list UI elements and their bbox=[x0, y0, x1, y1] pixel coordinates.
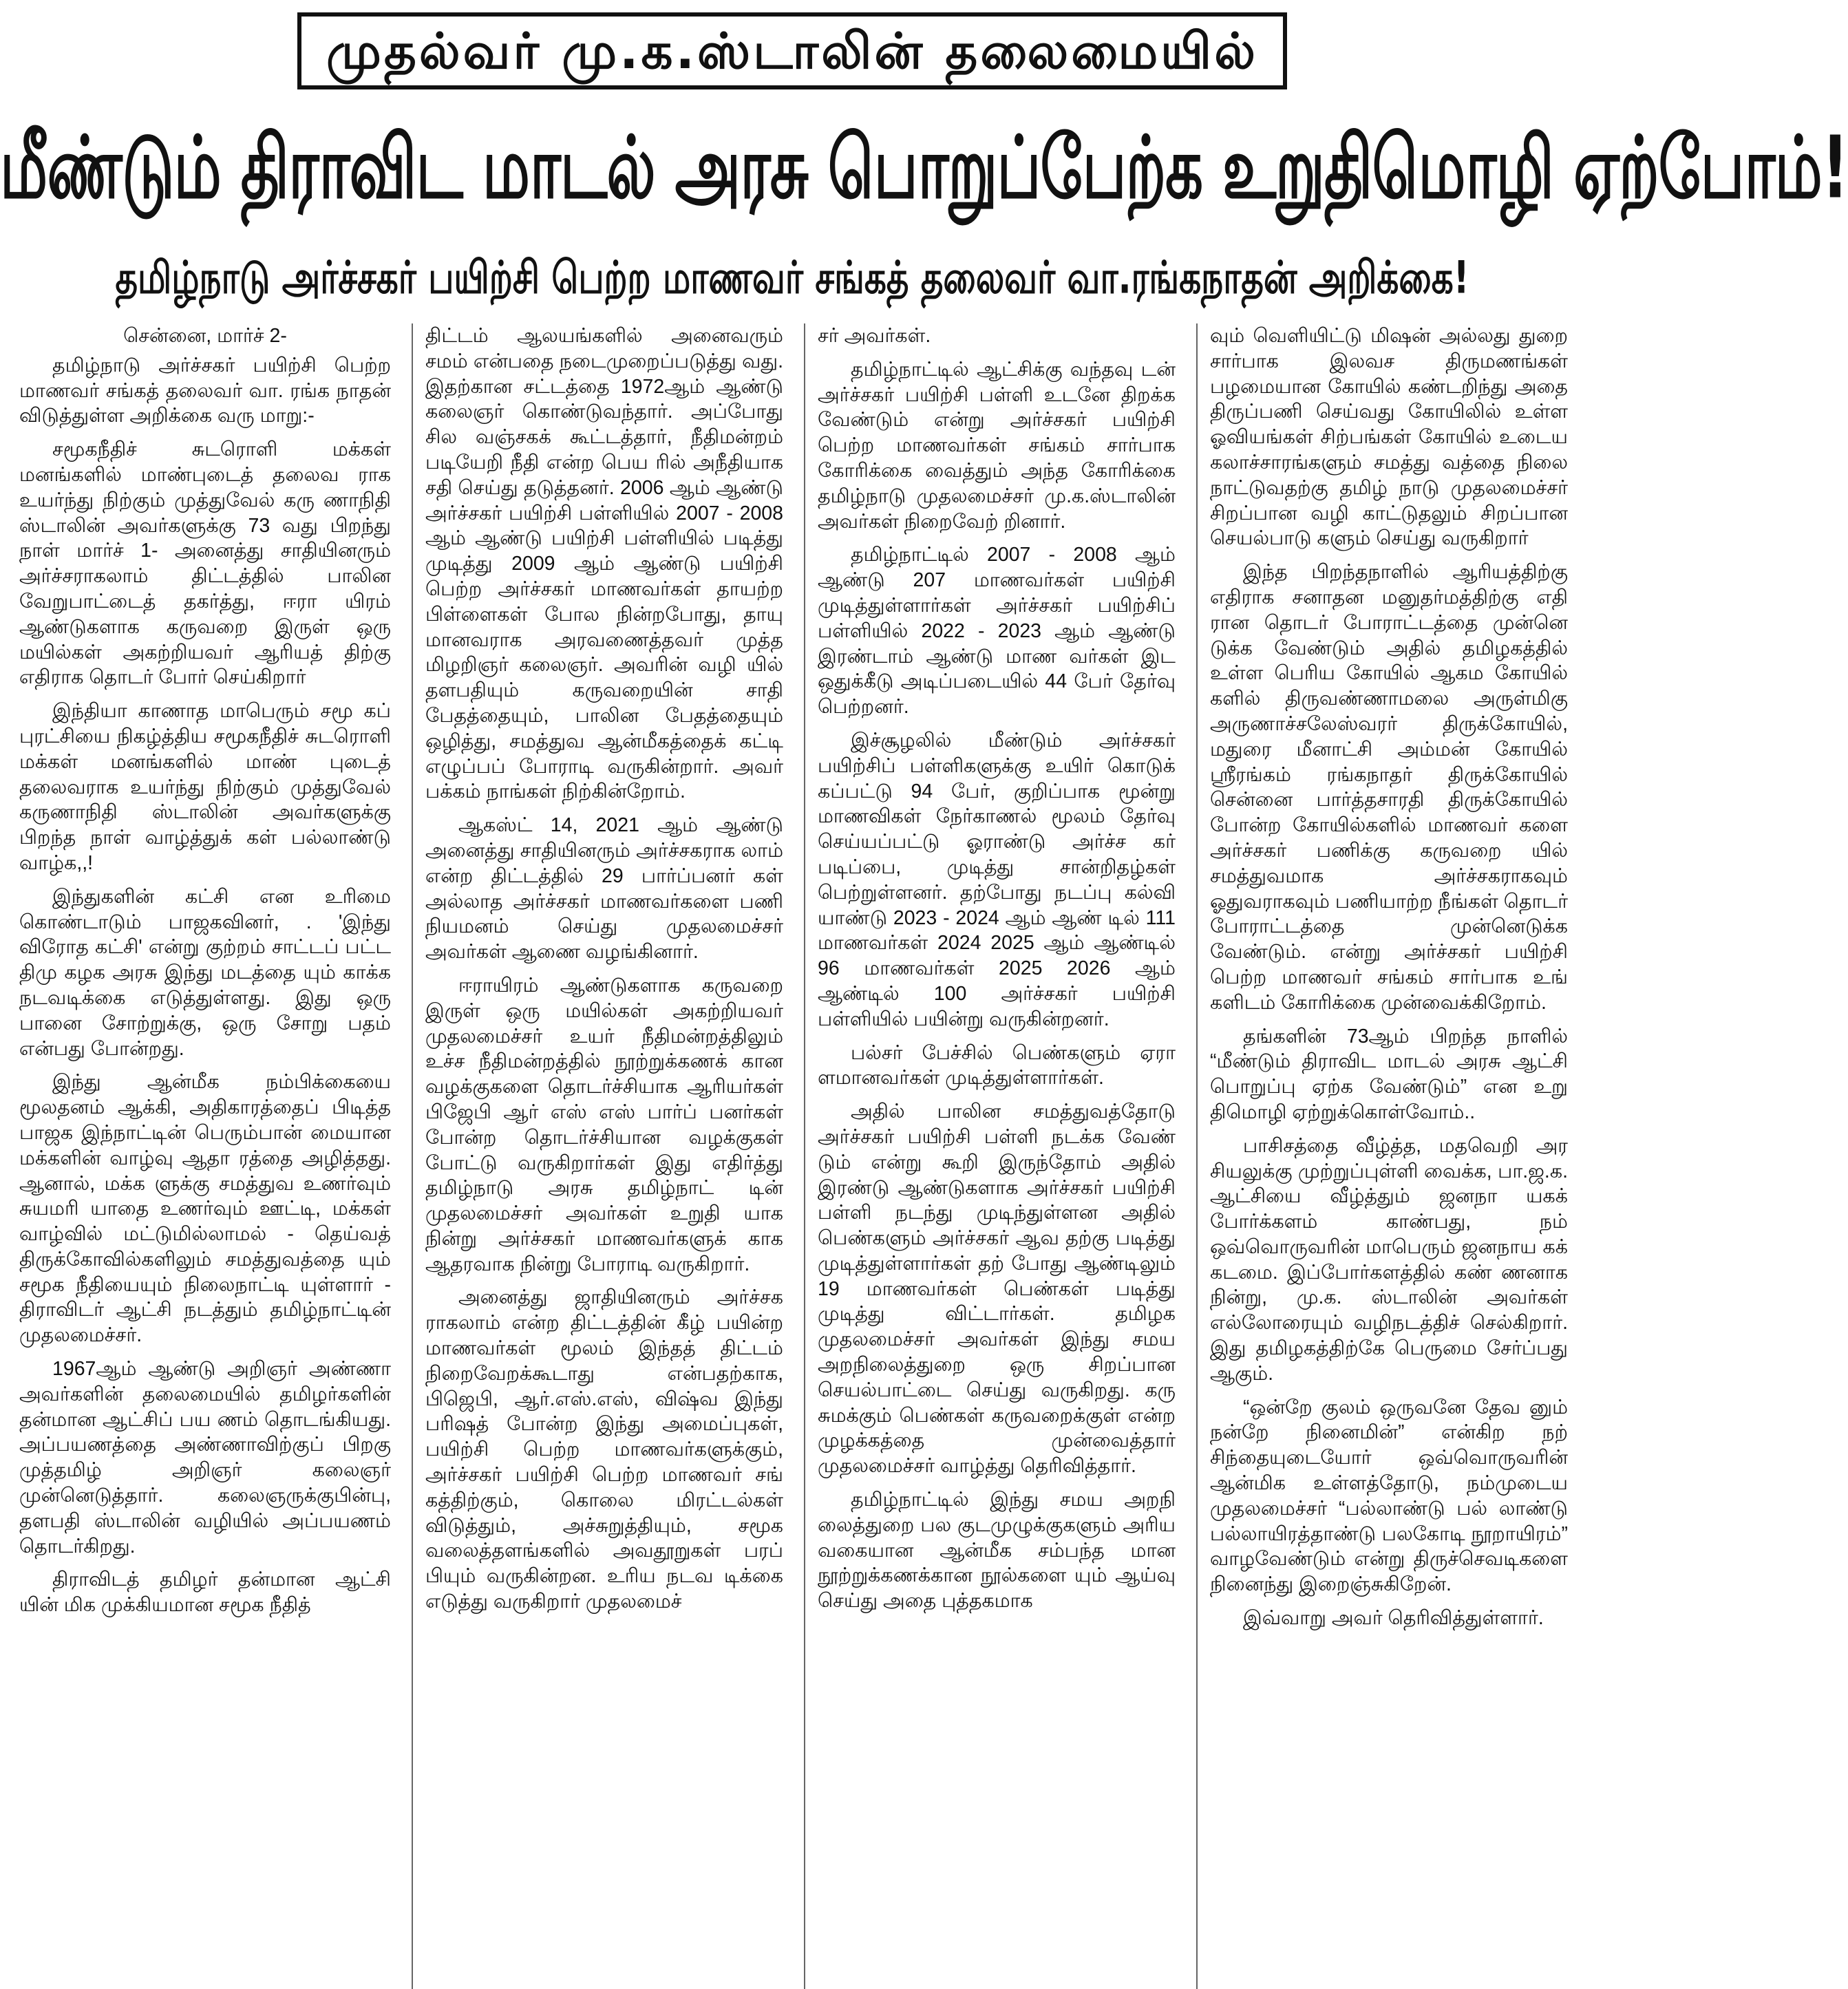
paragraph: அனைத்து ஜாதியினரும் அர்ச்சக ராகலாம் என்ற திட்டத்தின் கீழ் பயின்ற மாணவர்கள் மூலம் இந்தத் திட்டம் நிறைவேறக்கூடாது என்பதற்காக, பிஜெபி, ஆர்.எஸ்.எஸ், விஷ்வ இந்து பரிஷத் போன்ற இந்து அமைப்புகள், பயிற்சி பெற்ற மாணவர்களுக்கும், அர்ச்சகர் பயிற்சி பெற்ற மாணவர் சங் கத்திற்கும், கொலை மிரட்டல்கள் விடுத்தும், அச்சுறுத்தியும், சமூக வலைத்தளங்களில் அவதூறுகள் பரப் பியும் வருகின்றன. உரிய நடவ டிக்கை எடுத்து வருகிறார் முதலமைச் bbox=[425, 1286, 783, 1613]
headline: மீண்டும் திராவிட மாடல் அரசு பொறுப்பேற்க உறுதிமொழி ஏற்போம்! bbox=[0, 118, 1848, 218]
paragraph: பாசிசத்தை வீழ்த்த, மதவெறி அர சியலுக்கு முற்றுப்புள்ளி வைக்க, பா.ஜ.க. ஆட்சியை வீழ்த்தும் ஜனநா யகக் போர்க்களம் காண்பது, நம் ஒவ்வொருவரின் மாபெரும் ஜனநாய கக் கடமை. இப்போர்களத்தில் கண் ணனாக நின்று, மு.க. ஸ்டாலின் அவர்கள் எல்லோரையும் வழிநடத்திச் செல்கிறார். இது தமிழகத்திற்கே பெருமை சேர்ப்பது ஆகும். bbox=[1210, 1134, 1568, 1385]
kicker-text: முதல்வர் மு.க.ஸ்டாலின் தலைமையில் bbox=[297, 12, 1287, 89]
paragraph: தங்களின் 73ஆம் பிறந்த நாளில் “மீண்டும் திராவிட மாடல் அரசு ஆட்சி பொறுப்பு ஏற்க வேண்டும்” என உறு திமொழி ஏற்றுக்கொள்வோம்.. bbox=[1210, 1025, 1568, 1123]
article-column-2 bbox=[412, 323, 783, 1989]
article-body bbox=[19, 323, 1568, 1989]
paragraph: பல்சர் பேச்சில் பெண்களும் ஏரா ளமானவர்கள் முடித்துள்ளார்கள். bbox=[818, 1041, 1176, 1089]
paragraph: தமிழ்நாட்டில் 2007 - 2008 ஆம் ஆண்டு 207 மாணவர்கள் பயிற்சி முடித்துள்ளார்கள் அர்ச்சகர் பயிற்சிப் பள்ளியில் 2022 - 2023 ஆம் ஆண்டு இரண்டாம் ஆண்டு மாண வர்கள் இட ஒதுக்கீடு அடிப்படையில் 44 பேர் தேர்வு பெற்றனர். bbox=[818, 544, 1176, 719]
paragraph: இச்சூழலில் மீண்டும் அர்ச்சகர் பயிற்சிப் பள்ளிகளுக்கு உயிர் கொடுக் கப்பட்டு 94 பேர், குறிப்பாக மூன்று மாணவிகள் நேர்காணல் மூலம் தேர்வு செய்யப்பட்டு ஓராண்டு அர்ச்ச கர் படிப்பை, முடித்து சான்றிதழ்கள் பெற்றுள்ளனர். தற்போது நடப்பு கல்வி யாண்டு 2023 - 2024 ஆம் ஆண் டில் 111 மாணவர்கள் 2024 2025 ஆம் ஆண்டில் 96 மாணவர்கள் 2025 2026 ஆம் ஆண்டில் 100 அர்ச்சகர் பயிற்சி பள்ளியில் பயின்று வருகின்றனர். bbox=[818, 729, 1176, 1030]
kicker-banner bbox=[0, 12, 1584, 89]
paragraph: இந்து ஆன்மீக நம்பிக்கையை மூலதனம் ஆக்கி, அதிகாரத்தைப் பிடித்த பாஜக இந்நாட்டின் பெரும்பான் மையான மக்களின் வாழ்வு ஆதா ரத்தை அழித்தது. ஆனால், மக்க ளுக்கு சமத்துவ உணர்வும் சுயமரி யாதை உணர்வும் ஊட்டி, மக்கள் வாழ்வில் மட்டுமில்லாமல் - தெய்வத் திருக்கோவில்களிலும் சமத்துவத்தை யும் சமூக நீதியையும் நிலைநாட்டி யுள்ளார் - திராவிடர் ஆட்சி நடத்தும் தமிழ்நாட்டின் முதலமைச்சர். bbox=[19, 1071, 391, 1347]
article-column-4 bbox=[1196, 323, 1568, 1989]
paragraph: “ஒன்றே குலம் ஒருவனே தேவ னும் நன்றே நினைமின்” என்கிற நற் சிந்தையுடையோர் ஒவ்வொருவரின் ஆன்மிக உள்ளத்தோடு, நம்முடைய முதலமைச்சர் “பல்லாண்டு பல் லாண்டு பல்லாயிரத்தாண்டு பலகோடி நூறாயிரம்” வாழவேண்டும் என்று திருச்செவடிகளை நினைந்து இறைஞ்சுகிறேன். bbox=[1210, 1396, 1568, 1596]
paragraph: சர் அவர்கள். bbox=[818, 325, 931, 347]
paragraph: தமிழ்நாட்டில் இந்து சமய அறநி லைத்துறை பல குடமுழுக்குகளும் அரிய வகையான ஆன்மீக சம்பந்த மான நூற்றுக்கணக்கான நூல்களை யும் ஆய்வு செய்து அதை புத்தகமாக bbox=[818, 1489, 1176, 1613]
paragraph: தமிழ்நாட்டில் ஆட்சிக்கு வந்தவு டன் அர்ச்சகர் பயிற்சி பள்ளி உடனே திறக்க வேண்டும் என்று அர்ச்சகர் பயிற்சி பெற்ற மாணவர்கள் சங்கம் சார்பாக கோரிக்கை வைத்தும் அந்த கோரிக்கை தமிழ்நாடு முதலமைச்சர் மு.க.ஸ்டாலின் அவர்கள் நிறைவேற் றினார். bbox=[818, 358, 1176, 533]
paragraph: சமூகநீதிச் சுடரொளி மக்கள் மனங்களில் மாண்புடைத் தலைவ ராக உயர்ந்து நிற்கும் முத்துவேல் கரு ணாநிதி ஸ்டாலின் அவர்களுக்கு 73 வது பிறந்து நாள் மார்ச் 1- அனைத்து சாதியினரும் அர்ச்சராகலாம் திட்டத்தில் பாலின வேறுபாட்டைத் தகர்த்து, ஈரா யிரம் ஆண்டுகளாக கருவறை இருள் ஒரு மயில்கள் அகற்றியவர் ஆரியத் திற்கு எதிராக தொடர் போர் செய்கிறார் bbox=[19, 438, 391, 689]
paragraph: தமிழ்நாடு அர்ச்சகர் பயிற்சி பெற்ற மாணவர் சங்கத் தலைவர் வா. ரங்க நாதன் விடுத்துள்ள அறிக்கை வரு மாறு:- bbox=[19, 354, 391, 427]
paragraph: அதில் பாலின சமத்துவத்தோடு அர்ச்சகர் பயிற்சி பள்ளி நடக்க வேண் டும் என்று கூறி இருந்தோம் அதில் இரண்டு ஆண்டுகளாக அர்ச்சகர் பயிற்சி பள்ளி நடந்து முடிந்துள்ளன அதில் பெண்களும் அர்ச்சகர் ஆவ தற்கு படித்து முடித்துள்ளார்கள் தற் போது ஆண்டிலும் 19 மாணவர்கள் பெண்கள் படித்து முடித்து விட்டார்கள். தமிழக முதலமைச்சர் அவர்கள் இந்து சமய அறநிலைத்துறை ஒரு சிறப்பான செயல்பாட்டை செய்து வருகிறது. கரு சுமக்கும் பெண்கள் கருவறைக்குள் என்ற முழக்கத்தை முன்வைத்தார் முதலமைச்சர் வாழ்த்து தெரிவித்தார். bbox=[818, 1100, 1176, 1478]
paragraph: ஈராயிரம் ஆண்டுகளாக கருவறை இருள் ஒரு மயில்கள் அகற்றியவர் முதலமைச்சர் உயர் நீதிமன்றத்திலும் உச்ச நீதிமன்றத்தில் நூற்றுக்கணக் கான வழக்குகளை தொடர்ச்சியாக ஆரியர்கள் பிஜேபி ஆர் எஸ் எஸ் பார்ப் பனர்கள் போன்ற தொடர்ச்சியான வழக்குகள் போட்டு வருகிறார்கள் இது எதிர்த்து தமிழ்நாடு அரசு தமிழ்நாட் டின் முதலமைச்சர் அவர்கள் உறுதி யாக நின்று அர்ச்சகர் மாணவர்களுக் காக ஆதரவாக நின்று போராடி வருகிறார். bbox=[425, 974, 783, 1275]
paragraph: இவ்வாறு அவர் தெரிவித்துள்ளார். bbox=[1243, 1607, 1544, 1630]
paragraph: இந்துகளின் கட்சி என உரிமை கொண்டாடும் பாஜகவினர், . 'இந்து விரோத கட்சி' என்று குற்றம் சாட்டப் பட்ட திமு கழக அரசு இந்து மடத்தை யும் காக்க நடவடிக்கை எடுத்துள்ளது. இது ஒரு பானை சோற்றுக்கு, ஒரு சோறு பதம் என்பது போன்றது. bbox=[19, 885, 391, 1060]
paragraph: ஆகஸ்ட் 14, 2021 ஆம் ஆண்டு அனைத்து சாதியினரும் அர்ச்சகராக லாம் என்ற திட்டத்தில் 29 பார்ப்பனர் கள் அல்லாத அர்ச்சகர் மாணவர்களை பணி நியமனம் செய்து முதலமைச்சர் அவர்கள் ஆணை வழங்கினார். bbox=[425, 814, 783, 964]
article-column-3 bbox=[804, 323, 1176, 1989]
paragraph: வும் வெளியிட்டு மிஷன் அல்லது துறை சார்பாக இலவச திருமணங்கள் பழமையான கோயில் கண்டறிந்து அதை திருப்பணி செய்வது கோயிலில் உள்ள ஓவியங்கள் சிற்பங்கள் கோயில் உடைய கலாச்சாரங்களும் சமத்து வத்தை நிலை நாட்டுவதற்கு தமிழ் நாடு முதலமைச்சர் சிறப்பான வழி காட்டுதலும் சிறப்பான செயல்பாடு களும் செய்து வருகிறார் bbox=[1210, 325, 1568, 550]
subheadline: தமிழ்நாடு அர்ச்சகர் பயிற்சி பெற்ற மாணவர் சங்கத் தலைவர் வா.ரங்கநாதன் அறிக்கை! bbox=[115, 251, 1469, 304]
article-column-1 bbox=[19, 323, 391, 1989]
paragraph: இந்தியா காணாத மாபெரும் சமூ கப் புரட்சியை நிகழ்த்திய சமூகநீதிச் சுடரொளி மக்கள் மனங்களில் மாண் புடைத் தலைவராக உயர்ந்து நிற்கும் முத்துவேல் கருணாநிதி ஸ்டாலின் அவர்களுக்கு பிறந்த நாள் வாழ்த்துக் கள் பல்லாண்டு வாழ்க,,! bbox=[19, 700, 391, 874]
dateline: சென்னை, மார்ச் 2- bbox=[123, 325, 287, 347]
paragraph: 1967ஆம் ஆண்டு அறிஞர் அண்ணா அவர்களின் தலைமையில் தமிழர்களின் தன்மான ஆட்சிப் பய ணம் தொடங்கியது. அப்பயணத்தை அண்ணாவிற்குப் பிறகு முத்தமிழ் அறிஞர் கலைஞர் முன்னெடுத்தார். கலைஞருக்குபின்பு, தளபதி ஸ்டாலின் வழியில் அப்பயணம் தொடர்கிறது. bbox=[19, 1358, 391, 1557]
paragraph: திராவிடத் தமிழர் தன்மான ஆட்சி யின் மிக முக்கியமான சமூக நீதித் bbox=[19, 1568, 391, 1617]
paragraph: திட்டம் ஆலயங்களில் அனைவரும் சமம் என்பதை நடைமுறைப்படுத்து வது. இதற்கான சட்டத்தை 1972ஆம் ஆண்டு கலைஞர் கொண்டுவந்தார். அப்போது சில வஞ்சகக் கூட்டத்தார், நீதிமன்றம் படியேறி நீதி என்ற பெய ரில் அநீதியாக சதி செய்து தடுத்தனர். 2006 ஆம் ஆண்டு அர்ச்சகர் பயிற்சி பள்ளியில் 2007 - 2008 ஆம் ஆண்டு பயிற்சி பள்ளியில் படித்து முடித்து 2009 ஆம் ஆண்டு பயிற்சி பெற்ற அர்ச்சகர் மாணவர்கள் தாயற்ற பிள்ளைகள் போல நின்றபோது, தாயு மானவராக அரவணைத்தவர் முத்த மிழறிஞர் கலைஞர். அவரின் வழி யில் தளபதியும் கருவறையின் சாதி பேதத்தையும், பாலின பேதத்தையும் ஒழித்து, சமத்துவ ஆன்மீகத்தைக் கட்டி எழுப்பப் போராடி வருகின்றார். அவர் பக்கம் நாங்கள் நிற்கின்றோம். bbox=[425, 325, 783, 803]
paragraph: இந்த பிறந்தநாளில் ஆரியத்திற்கு எதிராக சனாதன மனுதர்மத்திற்கு எதி ரான தொடர் போராட்டத்தை முன்னெ டுக்க வேண்டும் அதில் தமிழகத்தில் உள்ள பெரிய கோயில் ஆகம கோயில் களில் திருவண்ணாமலை அருள்மிகு அருணாச்சலேஸ்வரர் திருக்கோயில், மதுரை மீனாட்சி அம்மன் கோயில் ஸ்ரீரங்கம் ரங்கநாதர் திருக்கோயில் சென்னை பார்த்தசாரதி திருக்கோயில் போன்ற கோயில்களில் மாணவர் களை அர்ச்சகர் பணிக்கு கருவறை யில் சமத்துவமாக அர்ச்சகராகவும் ஓதுவராகவும் பணியாற்ற நீங்கள் தொடர் போராட்டத்தை முன்னெடுக்க வேண்டும். என்று அர்ச்சகர் பயிற்சி பெற்ற மாணவர் சங்கம் சார்பாக உங் களிடம் கோரிக்கை முன்வைக்கிறோம். bbox=[1210, 561, 1568, 1014]
